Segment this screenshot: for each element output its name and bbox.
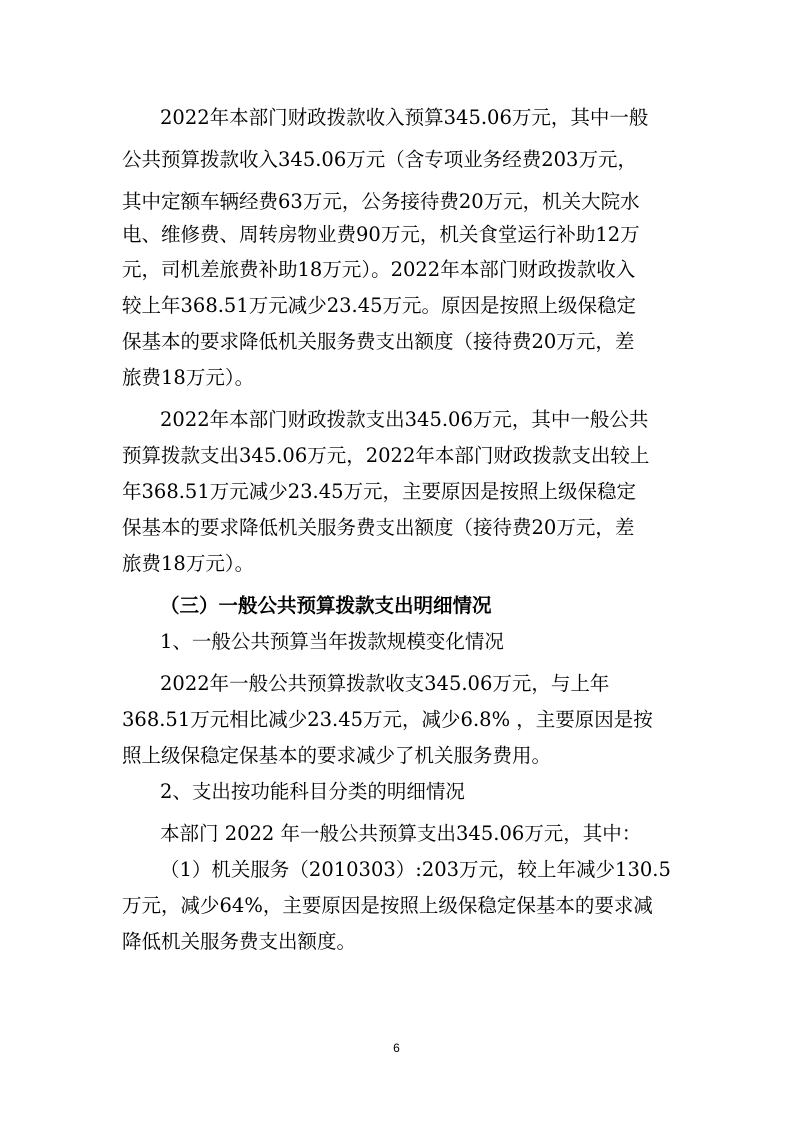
paragraph-1-line-8: 旅费18万元）。: [122, 366, 255, 389]
paragraph-3-line-3: 照上级保稳定保基本的要求减少了机关服务费用。: [122, 744, 552, 767]
paragraph-5-line-3: 降低机关服务费支出额度。: [122, 930, 357, 953]
paragraph-1-line-7: 保基本的要求降低机关服务费支出额度（接待费20万元，差: [122, 330, 635, 353]
paragraph-1-line-4: 电、维修费、周转房物业费90万元，机关食堂运行补助12万: [122, 223, 640, 246]
subheading-2: 2、支出按功能科目分类的明细情况: [160, 780, 465, 803]
paragraph-1-line-6: 较上年368.51万元减少23.45万元。原因是按照上级保稳定: [122, 294, 637, 317]
paragraph-2-line-3: 年368.51万元减少23.45万元，主要原因是按照上级保稳定: [122, 480, 637, 503]
paragraph-5-line-1: （1）机关服务（2010303）:203万元，较上年减少130.5: [160, 858, 671, 881]
paragraph-1-line-1: 2022年本部门财政拨款收入预算345.06万元，其中一般: [160, 106, 649, 129]
paragraph-2-line-4: 保基本的要求降低机关服务费支出额度（接待费20万元，差: [122, 516, 635, 539]
paragraph-1-line-2: 公共预算拨款收入345.06万元（含专项业务经费203万元，: [122, 148, 637, 171]
paragraph-1-line-5: 元，司机差旅费补助18万元）。2022年本部门财政拨款收入: [122, 258, 636, 281]
paragraph-1-line-3: 其中定额车辆经费63万元，公务接待费20万元，机关大院水: [122, 190, 640, 213]
paragraph-5-line-2: 万元，减少64%，主要原因是按照上级保稳定保基本的要求减: [122, 894, 653, 917]
paragraph-3-line-1: 2022年一般公共预算拨款收支345.06万元，与上年: [160, 672, 610, 695]
paragraph-2-line-1: 2022年本部门财政拨款支出345.06万元，其中一般公共: [160, 408, 649, 431]
paragraph-2-line-2: 预算拨款支出345.06万元，2022年本部门财政拨款支出较上: [122, 444, 650, 467]
paragraph-4: 本部门 2022 年一般公共预算支出345.06万元，其中：: [160, 822, 642, 845]
paragraph-2-line-5: 旅费18万元）。: [122, 552, 255, 575]
page-number: 6: [393, 1041, 400, 1055]
section-heading: （三）一般公共预算拨款支出明细情况: [160, 594, 492, 617]
paragraph-3-line-2: 368.51万元相比减少23.45万元，减少6.8% ，主要原因是按: [122, 708, 653, 731]
subheading-1: 1、一般公共预算当年拨款规模变化情况: [160, 630, 504, 653]
